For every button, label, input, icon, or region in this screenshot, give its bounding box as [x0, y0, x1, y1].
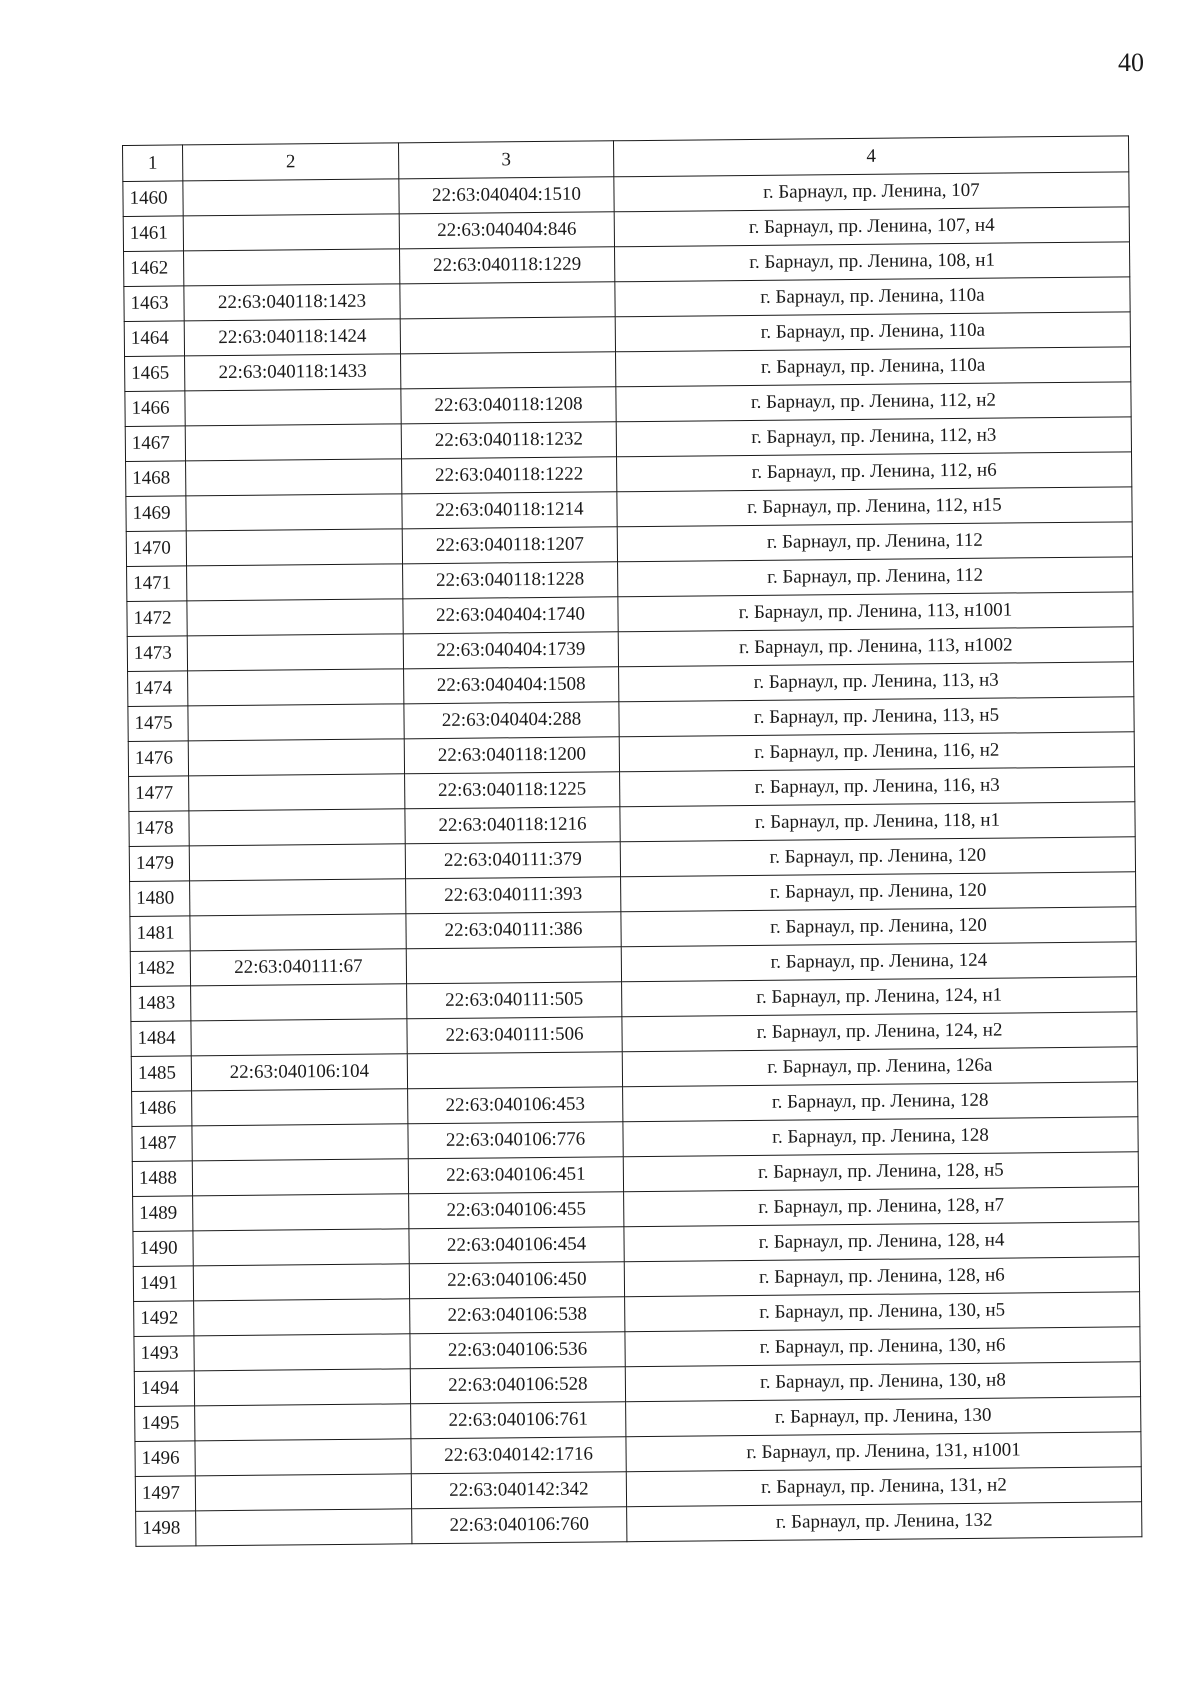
row-number-cell: 1491 — [133, 1266, 193, 1302]
address-cell: г. Барнаул, пр. Ленина, 128, н7 — [624, 1187, 1139, 1227]
building-cadastral-number-cell: 22:63:040118:1207 — [402, 527, 617, 564]
cadastral-number-cell — [183, 179, 399, 216]
row-number-cell: 1473 — [127, 636, 187, 672]
building-cadastral-number-cell: 22:63:040142:1716 — [411, 1437, 626, 1474]
cadastral-number-cell — [188, 739, 404, 776]
address-cell: г. Барнаул, пр. Ленина, 124 — [621, 942, 1136, 982]
address-cell: г. Барнаул, пр. Ленина, 113, н1001 — [618, 592, 1133, 632]
address-cell: г. Барнаул, пр. Ленина, 128 — [623, 1082, 1138, 1122]
cadastral-number-cell — [196, 1509, 412, 1546]
cadastral-number-cell: 22:63:040118:1423 — [184, 284, 400, 321]
building-cadastral-number-cell: 22:63:040106:451 — [408, 1157, 623, 1194]
cadastral-number-cell — [194, 1369, 410, 1406]
cadastral-number-cell — [186, 529, 402, 566]
row-number-cell: 1495 — [135, 1406, 195, 1442]
row-number-cell: 1494 — [134, 1371, 194, 1407]
cadastral-number-cell — [185, 424, 401, 461]
building-cadastral-number-cell: 22:63:040118:1228 — [403, 562, 618, 599]
building-cadastral-number-cell — [407, 1052, 622, 1089]
address-cell: г. Барнаул, пр. Ленина, 113, н5 — [619, 697, 1134, 737]
address-cell: г. Барнаул, пр. Ленина, 107, н4 — [614, 207, 1129, 247]
row-number-cell: 1474 — [128, 671, 188, 707]
building-cadastral-number-cell: 22:63:040106:538 — [410, 1297, 625, 1334]
row-number-cell: 1486 — [132, 1091, 192, 1127]
cadastral-number-cell — [195, 1404, 411, 1441]
address-cell: г. Барнаул, пр. Ленина, 112, н2 — [616, 382, 1131, 422]
cadastral-number-cell — [186, 459, 402, 496]
cadastral-number-cell — [191, 984, 407, 1021]
building-cadastral-number-cell: 22:63:040111:506 — [407, 1017, 622, 1054]
building-cadastral-number-cell — [406, 947, 621, 984]
cadastral-number-cell — [190, 879, 406, 916]
building-cadastral-number-cell: 22:63:040111:505 — [407, 982, 622, 1019]
row-number-cell: 1465 — [125, 356, 185, 392]
column-header-3: 3 — [398, 141, 613, 179]
row-number-cell: 1482 — [130, 951, 190, 987]
cadastral-number-cell — [194, 1334, 410, 1371]
address-cell: г. Барнаул, пр. Ленина, 128, н4 — [624, 1222, 1139, 1262]
cadastral-number-cell — [189, 844, 405, 881]
address-cell: г. Барнаул, пр. Ленина, 116, н3 — [620, 767, 1135, 807]
address-cell: г. Барнаул, пр. Ленина, 130, н6 — [625, 1327, 1140, 1367]
cadastral-number-cell: 22:63:040111:67 — [190, 949, 406, 986]
cadastral-number-cell — [195, 1439, 411, 1476]
address-cell: г. Барнаул, пр. Ленина, 120 — [621, 907, 1136, 947]
address-cell: г. Барнаул, пр. Ленина, 110а — [616, 347, 1131, 387]
building-cadastral-number-cell: 22:63:040111:393 — [406, 877, 621, 914]
building-cadastral-number-cell: 22:63:040118:1222 — [402, 457, 617, 494]
address-cell: г. Барнаул, пр. Ленина, 113, н1002 — [618, 627, 1133, 667]
column-header-2: 2 — [183, 143, 399, 181]
building-cadastral-number-cell: 22:63:040106:455 — [409, 1192, 624, 1229]
cadastral-number-cell — [188, 704, 404, 741]
row-number-cell: 1479 — [129, 846, 189, 882]
building-cadastral-number-cell: 22:63:040118:1232 — [401, 422, 616, 459]
row-number-cell: 1498 — [136, 1511, 196, 1547]
building-cadastral-number-cell: 22:63:040404:1508 — [404, 667, 619, 704]
cadastral-number-cell — [187, 564, 403, 601]
address-cell: г. Барнаул, пр. Ленина, 112, н3 — [616, 417, 1131, 457]
address-cell: г. Барнаул, пр. Ленина, 130 — [626, 1397, 1141, 1437]
address-cell: г. Барнаул, пр. Ленина, 124, н2 — [622, 1012, 1137, 1052]
address-cell: г. Барнаул, пр. Ленина, 112, н15 — [617, 487, 1132, 527]
row-number-cell: 1480 — [130, 881, 190, 917]
row-number-cell: 1460 — [123, 181, 183, 217]
row-number-cell: 1468 — [126, 461, 186, 497]
address-cell: г. Барнаул, пр. Ленина, 112, н6 — [617, 452, 1132, 492]
building-cadastral-number-cell: 22:63:040118:1200 — [404, 737, 619, 774]
building-cadastral-number-cell: 22:63:040106:528 — [410, 1367, 625, 1404]
row-number-cell: 1485 — [131, 1056, 191, 1092]
address-cell: г. Барнаул, пр. Ленина, 128, н5 — [623, 1152, 1138, 1192]
address-cell: г. Барнаул, пр. Ленина, 130, н5 — [625, 1292, 1140, 1332]
cadastral-number-cell — [193, 1264, 409, 1301]
address-cell: г. Барнаул, пр. Ленина, 131, н1001 — [626, 1432, 1141, 1472]
building-cadastral-number-cell: 22:63:040106:776 — [408, 1122, 623, 1159]
building-cadastral-number-cell: 22:63:040111:386 — [406, 912, 621, 949]
row-number-cell: 1470 — [126, 531, 186, 567]
address-cell: г. Барнаул, пр. Ленина, 132 — [627, 1502, 1142, 1542]
cadastral-number-cell — [192, 1124, 408, 1161]
cadastral-number-cell — [195, 1474, 411, 1511]
building-cadastral-number-cell: 22:63:040118:1214 — [402, 492, 617, 529]
row-number-cell: 1492 — [134, 1301, 194, 1337]
column-header-1: 1 — [123, 145, 183, 182]
row-number-cell: 1478 — [129, 811, 189, 847]
building-cadastral-number-cell: 22:63:040118:1229 — [400, 247, 615, 284]
address-cell: г. Барнаул, пр. Ленина, 107 — [614, 172, 1129, 212]
row-number-cell: 1483 — [131, 986, 191, 1022]
register-table — [122, 135, 1142, 1547]
row-number-cell: 1487 — [132, 1126, 192, 1162]
building-cadastral-number-cell: 22:63:040404:1740 — [403, 597, 618, 634]
row-number-cell: 1484 — [131, 1021, 191, 1057]
address-cell: г. Барнаул, пр. Ленина, 116, н2 — [619, 732, 1134, 772]
address-cell: г. Барнаул, пр. Ленина, 112 — [617, 522, 1132, 562]
address-cell: г. Барнаул, пр. Ленина, 118, н1 — [620, 802, 1135, 842]
building-cadastral-number-cell: 22:63:040118:1208 — [401, 387, 616, 424]
cadastral-number-cell — [187, 599, 403, 636]
address-cell: г. Барнаул, пр. Ленина, 124, н1 — [622, 977, 1137, 1017]
building-cadastral-number-cell: 22:63:040106:760 — [412, 1507, 627, 1544]
table-body — [123, 172, 1142, 1547]
cadastral-number-cell — [194, 1299, 410, 1336]
building-cadastral-number-cell: 22:63:040106:454 — [409, 1227, 624, 1264]
row-number-cell: 1475 — [128, 706, 188, 742]
row-number-cell: 1493 — [134, 1336, 194, 1372]
building-cadastral-number-cell: 22:63:040404:1739 — [403, 632, 618, 669]
address-cell: г. Барнаул, пр. Ленина, 128, н6 — [624, 1257, 1139, 1297]
row-number-cell: 1477 — [129, 776, 189, 812]
building-cadastral-number-cell — [400, 282, 615, 319]
address-cell: г. Барнаул, пр. Ленина, 126а — [622, 1047, 1137, 1087]
address-cell: г. Барнаул, пр. Ленина, 128 — [623, 1117, 1138, 1157]
cadastral-number-cell — [192, 1089, 408, 1126]
row-number-cell: 1471 — [127, 566, 187, 602]
cadastral-number-cell — [189, 774, 405, 811]
cadastral-number-cell — [193, 1229, 409, 1266]
building-cadastral-number-cell: 22:63:040106:450 — [409, 1262, 624, 1299]
row-number-cell: 1463 — [124, 286, 184, 322]
cadastral-number-cell: 22:63:040118:1433 — [185, 354, 401, 391]
row-number-cell: 1496 — [135, 1441, 195, 1477]
row-number-cell: 1472 — [127, 601, 187, 637]
address-cell: г. Барнаул, пр. Ленина, 110а — [615, 277, 1130, 317]
cadastral-number-cell — [189, 809, 405, 846]
address-cell: г. Барнаул, пр. Ленина, 110а — [615, 312, 1130, 352]
building-cadastral-number-cell: 22:63:040118:1225 — [405, 772, 620, 809]
row-number-cell: 1497 — [135, 1476, 195, 1512]
cadastral-number-cell: 22:63:040118:1424 — [184, 319, 400, 356]
row-number-cell: 1469 — [126, 496, 186, 532]
building-cadastral-number-cell: 22:63:040404:288 — [404, 702, 619, 739]
page-number: 40 — [1118, 48, 1144, 77]
cadastral-number-cell — [185, 389, 401, 426]
row-number-cell: 1466 — [125, 391, 185, 427]
cadastral-number-cell — [193, 1194, 409, 1231]
cadastral-number-cell — [192, 1159, 408, 1196]
cadastral-number-cell — [191, 1019, 407, 1056]
building-cadastral-number-cell: 22:63:040142:342 — [411, 1472, 626, 1509]
row-number-cell: 1462 — [124, 251, 184, 287]
building-cadastral-number-cell: 22:63:040118:1216 — [405, 807, 620, 844]
building-cadastral-number-cell: 22:63:040106:761 — [411, 1402, 626, 1439]
row-number-cell: 1467 — [125, 426, 185, 462]
address-cell: г. Барнаул, пр. Ленина, 108, н1 — [614, 242, 1129, 282]
building-cadastral-number-cell — [400, 317, 615, 354]
building-cadastral-number-cell — [401, 352, 616, 389]
column-header-4: 4 — [613, 136, 1128, 177]
cadastral-number-cell — [190, 914, 406, 951]
row-number-cell: 1476 — [128, 741, 188, 777]
building-cadastral-number-cell: 22:63:040404:1510 — [399, 177, 614, 214]
row-number-cell: 1490 — [133, 1231, 193, 1267]
address-cell: г. Барнаул, пр. Ленина, 113, н3 — [619, 662, 1134, 702]
address-cell: г. Барнаул, пр. Ленина, 131, н2 — [626, 1467, 1141, 1507]
row-number-cell: 1488 — [132, 1161, 192, 1197]
address-cell: г. Барнаул, пр. Ленина, 130, н8 — [625, 1362, 1140, 1402]
building-cadastral-number-cell: 22:63:040111:379 — [405, 842, 620, 879]
cadastral-number-cell — [187, 634, 403, 671]
building-cadastral-number-cell: 22:63:040106:536 — [410, 1332, 625, 1369]
cadastral-number-cell — [188, 669, 404, 706]
address-cell: г. Барнаул, пр. Ленина, 120 — [620, 837, 1135, 877]
row-number-cell: 1464 — [124, 321, 184, 357]
building-cadastral-number-cell: 22:63:040404:846 — [399, 212, 614, 249]
cadastral-number-cell — [183, 214, 399, 251]
cadastral-number-cell — [184, 249, 400, 286]
cadastral-number-cell — [186, 494, 402, 531]
address-cell: г. Барнаул, пр. Ленина, 112 — [618, 557, 1133, 597]
row-number-cell: 1481 — [130, 916, 190, 952]
row-number-cell: 1489 — [133, 1196, 193, 1232]
cadastral-number-cell: 22:63:040106:104 — [191, 1054, 407, 1091]
building-cadastral-number-cell: 22:63:040106:453 — [408, 1087, 623, 1124]
row-number-cell: 1461 — [123, 216, 183, 252]
address-cell: г. Барнаул, пр. Ленина, 120 — [621, 872, 1136, 912]
